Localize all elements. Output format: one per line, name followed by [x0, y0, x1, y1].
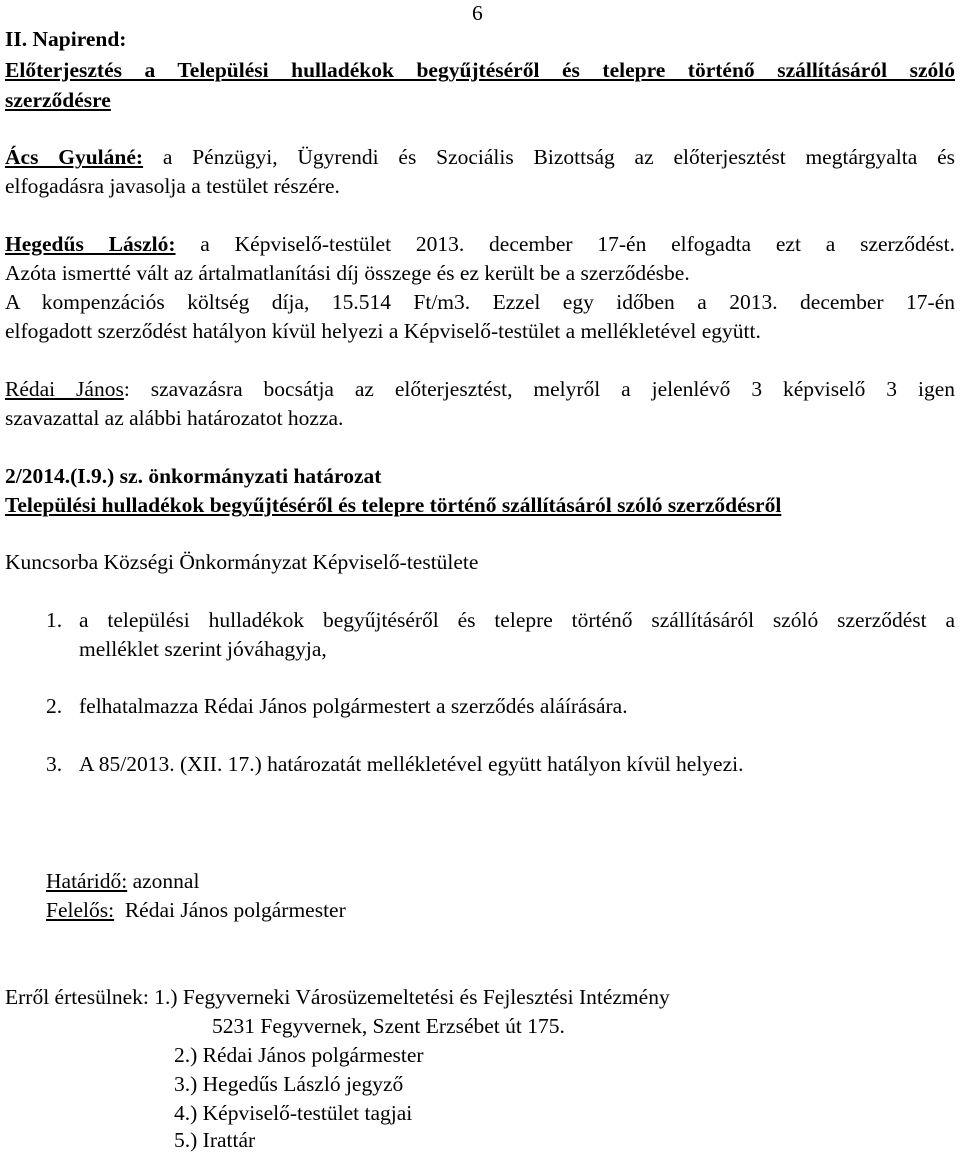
para-redai-line1 — [5, 375, 955, 403]
responsible-line — [46, 896, 346, 924]
responsible-label: Felelős: — [46, 898, 115, 922]
resolution-item-number: 1. — [46, 608, 63, 632]
notify-entry: 2.) Rédai János polgármester — [174, 1043, 424, 1067]
para-hegedus-line4: elfogadott szerződést hatályon kívül helyezi a Képviselő-testület a mellékletével együtt. — [5, 319, 761, 343]
resolution-item-number: 2. — [46, 694, 63, 718]
speaker-redai: Rédai János — [5, 377, 124, 401]
notify-entry: 5.) Irattár — [174, 1128, 256, 1152]
agenda-title-line1: Előterjesztés a Települési hulladékok begyűjtéséről és telepre történő szállításáról szóló — [5, 58, 955, 82]
speaker-hegedus: Hegedűs László: — [5, 232, 176, 256]
notify-line — [5, 983, 670, 1011]
para-redai-text1: : szavazásra bocsátja az előterjesztést, melyről a jelenlévő 3 képviselő 3 igen — [123, 377, 955, 401]
resolution-item-text: A 85/2013. (XII. 17.) határozatát mellékletével együtt hatályon kívül helyezi. — [79, 752, 744, 776]
resolution-number: 2/2014.(I.9.) sz. önkormányzati határozat — [5, 464, 382, 488]
para-hegedus-line2: Azóta ismertté vált az ártalmatlanítási díj összege és ez került be a szerződésbe. — [5, 261, 690, 285]
resolution-item-text: melléklet szerint jóváhagyja, — [79, 637, 327, 661]
resolution-subject: Települési hulladékok begyűjtéséről és telepre történő szállításáról szóló szerződésről — [5, 493, 782, 517]
notify-entry: 5231 Fegyvernek, Szent Erzsébet út 175. — [212, 1014, 565, 1038]
para-acs-line2: elfogadásra javasolja a testület részére. — [5, 174, 340, 198]
para-hegedus-line3: A kompenzációs költség díja, 15.514 Ft/m3. Ezzel egy időben a 2013. december 17-én — [5, 290, 955, 314]
notify-entry: 3.) Hegedűs László jegyző — [174, 1072, 404, 1096]
speaker-acs: Ács Gyuláné: — [5, 145, 144, 169]
resolution-item-number: 3. — [46, 752, 63, 776]
para-redai-line2: szavazattal az alábbi határozatot hozza. — [5, 406, 344, 430]
para-hegedus-text1: a Képviselő-testület 2013. december 17-én elfogadta ezt a szerződést. — [175, 232, 955, 256]
resolution-item-text: a települési hulladékok begyűjtéséről és telepre történő szállításáról szóló szerződést a — [79, 608, 955, 632]
notify-label: Erről értesülnek: — [5, 985, 155, 1009]
deadline-value: azonnal — [127, 869, 200, 893]
notify-entry: 1.) Fegyverneki Városüzemeltetési és Fejlesztési Intézmény — [154, 985, 670, 1009]
notify-entry: 4.) Képviselő-testület tagjai — [174, 1101, 413, 1125]
para-hegedus-line1 — [5, 230, 955, 258]
agenda-heading: II. Napirend: — [5, 27, 127, 51]
para-acs-line1 — [5, 143, 955, 171]
deadline-line — [46, 867, 199, 895]
page-number: 6 — [472, 1, 483, 25]
resolution-body: Kuncsorba Községi Önkormányzat Képviselő-testülete — [5, 550, 479, 574]
responsible-value: Rédai János polgármester — [114, 898, 346, 922]
resolution-item-text: felhatalmazza Rédai János polgármestert a szerződés aláírására. — [79, 694, 628, 718]
deadline-label: Határidő: — [46, 869, 128, 893]
para-acs-text1: a Pénzügyi, Ügyrendi és Szociális Bizottság az előterjesztést megtárgyalta és — [143, 145, 956, 169]
agenda-title-line2: szerződésre — [5, 88, 111, 112]
